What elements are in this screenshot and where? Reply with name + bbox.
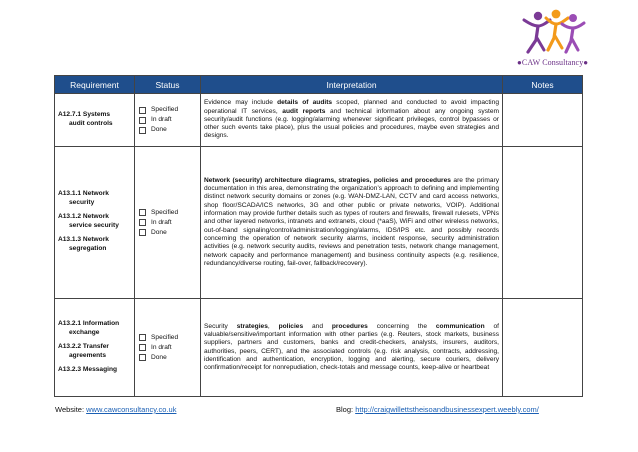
interpretation-emphasis: policies	[278, 322, 304, 330]
logo-caption: ●CAW Consultancy●	[517, 58, 589, 67]
requirement-id: A13.1.3 Network	[58, 236, 109, 243]
requirement-item	[58, 342, 131, 360]
requirement-id: A13.2.2 Transfer	[58, 342, 109, 350]
status-option[interactable]	[139, 208, 196, 218]
table-body	[55, 94, 583, 397]
status-option[interactable]	[139, 353, 196, 363]
interpretation-text: and	[303, 322, 332, 330]
status-option[interactable]	[139, 343, 196, 353]
status-option-label: In draft	[151, 343, 172, 351]
interpretation-text: ,	[267, 322, 279, 330]
interpretation-emphasis: communication	[435, 322, 485, 330]
interpretation-emphasis: Network (security) architecture diagrams, strategies, policies and procedures	[204, 176, 451, 184]
status-option[interactable]	[139, 333, 196, 343]
checkbox-icon[interactable]	[139, 344, 146, 351]
column-header-notes: Notes	[503, 76, 583, 94]
interpretation-text: and technical information about any ongoing system security/audit functions (e.g. logging/alarming whenever significant privileges, control bypasses or other such events take place), plus the usual policies and procedures, maybe even strategies and designs.	[204, 107, 499, 140]
status-cell	[135, 299, 201, 397]
requirement-cell	[55, 147, 135, 299]
checkbox-icon[interactable]	[139, 209, 146, 216]
status-option[interactable]	[139, 125, 196, 135]
status-cell	[135, 94, 201, 147]
status-option[interactable]	[139, 105, 196, 115]
status-option-label: Specified	[151, 208, 179, 216]
interpretation-text: concerning the	[367, 322, 436, 330]
status-option[interactable]	[139, 228, 196, 238]
requirement-title: service security	[69, 222, 119, 229]
requirement-id: A13.1.1 Network	[58, 190, 109, 197]
requirement-cell	[55, 94, 135, 147]
interpretation-text: are the primary documentation in this area, demonstrating the organization’s approach to defining and implementing distinct network security domains or zones (e.g. WAN-DMZ-LAN, CCTV and card access networks, shop floor/SCADA/ICS networks, 3G and other public or private networks, VOIP). Additional information may provide further details such as types of routers and firewalls, firewall rulesets, VPNs and other layered networks, intranets and extranets, cloud (*aaS), WiFi and other wireless networks, out-of-band signaling/control/administration/logging/alarms, IDS/IPS etc. and possibly records concerning the operation of network security alarms, incident response, security administration activities (e.g. network security audits, reviews and penetration tests, network change management, network capacity and performance management) and business continuity aspects (e.g. resilience, redundancy/diverse routing, fail-over, fallback/recovery).	[204, 176, 499, 267]
requirement-title: segregation	[69, 245, 107, 252]
status-option-label: Done	[151, 126, 167, 133]
interpretation-cell	[201, 94, 503, 147]
requirement-item	[58, 212, 131, 230]
column-header-interpretation: Interpretation	[201, 76, 503, 94]
website-label: Website:	[55, 405, 87, 414]
requirement-id: A13.2.3 Messaging	[58, 365, 118, 373]
checkbox-icon[interactable]	[139, 219, 146, 226]
status-option-label: Done	[151, 353, 167, 361]
notes-cell[interactable]	[503, 94, 583, 147]
checkbox-icon[interactable]	[139, 127, 146, 134]
interpretation-text: of valuable/sensitive/important information with other parties (e.g. Reuters, stock markets, business suppliers, partners and customers, banks and credit-checkers, analysts, insurers, auditors, authorities, peers, CERT), and the associated controls (e.g. risk analysis, contracts, addressing, identification and authentication, encryption, logging and alerting, secure couriers, delivery confirmation/receipt for nonrepudiation, check-totals and message counts, keep-alive or heartbeat	[204, 322, 500, 372]
checkbox-icon[interactable]	[139, 354, 146, 361]
requirement-title: agreements	[69, 351, 107, 359]
requirement-id: A13.1.2 Network	[58, 213, 109, 220]
requirement-id: A13.2.1 Information	[58, 319, 120, 327]
interpretation-text: Evidence may include	[204, 99, 278, 107]
requirement-item	[58, 189, 131, 207]
checkbox-icon[interactable]	[139, 334, 146, 341]
column-header-status: Status	[135, 76, 201, 94]
requirement-title: security	[69, 199, 95, 206]
footer-website	[55, 405, 176, 414]
checkbox-icon[interactable]	[139, 117, 146, 124]
interpretation-emphasis: procedures	[331, 322, 368, 330]
requirement-item	[58, 110, 131, 128]
table-row	[55, 94, 583, 147]
checkbox-icon[interactable]	[139, 107, 146, 114]
interpretation-cell	[201, 299, 503, 397]
status-cell	[135, 147, 201, 299]
interpretation-text: scoped, planned and conducted to avoid impacting operational IT services,	[204, 99, 499, 115]
notes-cell[interactable]	[503, 299, 583, 397]
requirement-id: A12.7.1 Systems	[58, 110, 111, 118]
column-header-requirement: Requirement	[55, 76, 135, 94]
requirements-table	[54, 75, 583, 397]
requirement-item	[58, 235, 131, 253]
status-option-label: Specified	[151, 106, 179, 113]
status-option[interactable]	[139, 218, 196, 228]
interpretation-cell	[201, 147, 503, 299]
requirement-item	[58, 365, 131, 374]
table-row	[55, 299, 583, 397]
footer-blog	[336, 405, 539, 414]
table-header-row	[55, 76, 583, 94]
table-row	[55, 147, 583, 299]
interpretation-text: Security	[204, 322, 237, 330]
interpretation-emphasis: strategies	[236, 322, 268, 330]
status-option-label: In draft	[151, 218, 172, 226]
status-option-label: In draft	[151, 116, 172, 123]
checkbox-icon[interactable]	[139, 229, 146, 236]
blog-link[interactable]: http://craigwillettstheisoandbusinessexpert.weebly.com/	[355, 405, 539, 414]
requirement-item	[58, 319, 131, 337]
website-link[interactable]: www.cawconsultancy.co.uk	[86, 405, 177, 414]
notes-cell[interactable]	[503, 147, 583, 299]
status-option-label: Specified	[151, 333, 179, 341]
interpretation-emphasis: audit reports	[282, 107, 326, 115]
status-option-label: Done	[151, 228, 167, 236]
requirement-cell	[55, 299, 135, 397]
status-option[interactable]	[139, 115, 196, 125]
blog-label: Blog:	[336, 405, 356, 414]
interpretation-emphasis: details of audits	[277, 99, 333, 107]
requirement-title: exchange	[69, 328, 100, 336]
requirement-title: audit controls	[69, 119, 113, 127]
